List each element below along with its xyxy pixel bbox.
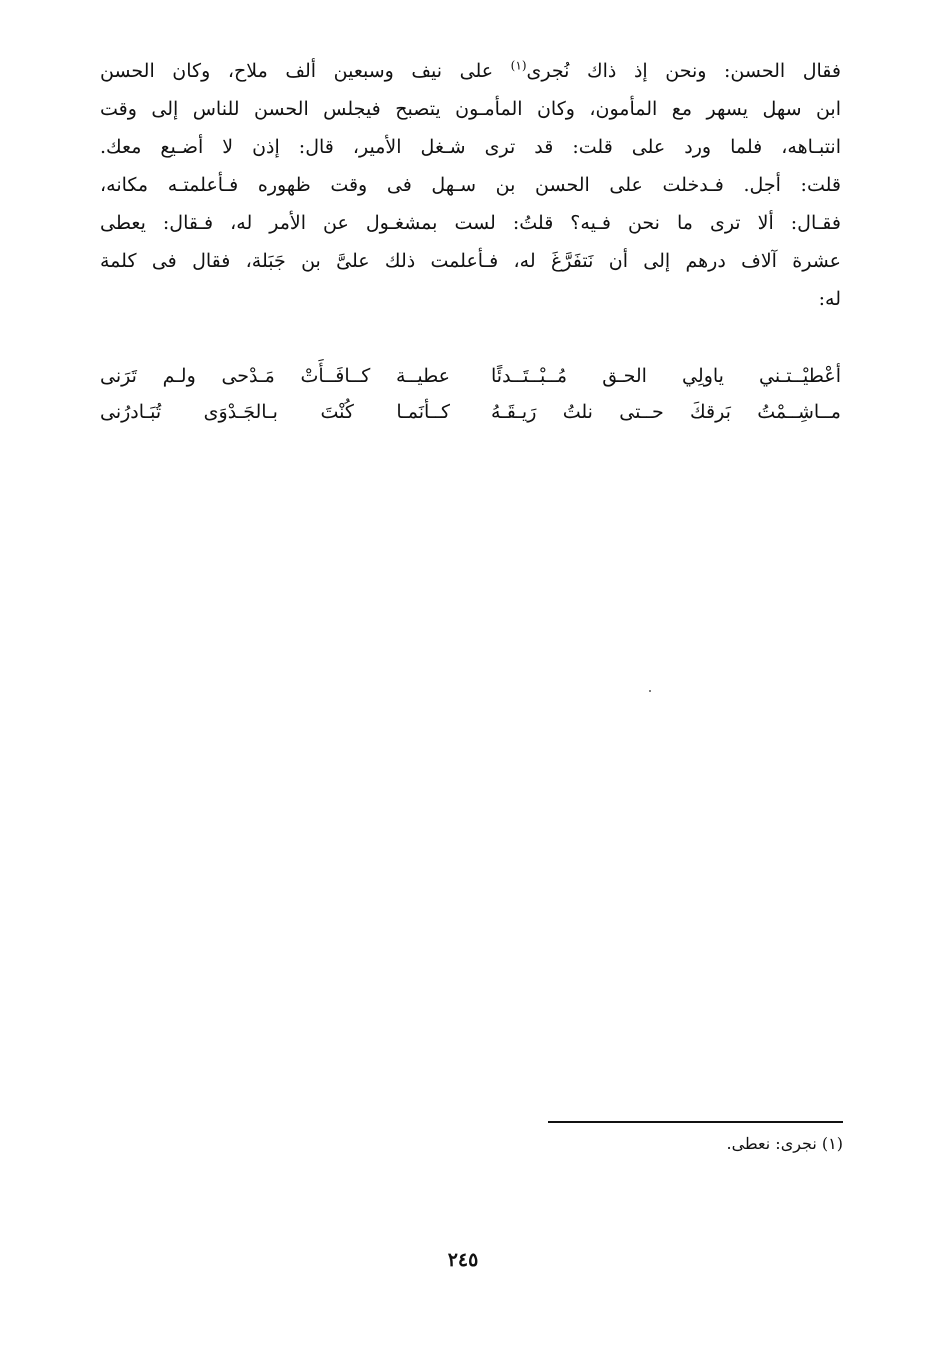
- prose-line-1: [100, 52, 841, 90]
- poem-block: [100, 358, 841, 430]
- prose-line-1-end: على نيف وسبعين ألف ملاح، وكان الحسن: [100, 60, 511, 82]
- verse-1-first-hemistich: أعْطيْــتـني ياولِي الحـق مُــبْــتَــدئًا: [491, 365, 841, 387]
- prose-line-2: ابن سهل يسهر مع المأمون، وكان المأمـون يتصبح فيجلس الحسن للناس إلى وقت: [100, 98, 841, 120]
- poem-verse-1: [100, 358, 841, 394]
- poem-verse-2: [100, 394, 841, 430]
- paper-speck: [649, 690, 651, 692]
- prose-line-3: انتبـاهه، فلما ورد على قلت: قد ترى شـغل الأمير، قال: إذن لا أضـيع معك.: [100, 136, 841, 158]
- prose-block: [100, 52, 841, 318]
- footnote-marker: (١): [510, 58, 527, 73]
- verse-2-second-hemistich: كــأنَمـا كُنْتَ بـالجَـدْوَى تُبَـادرُنى: [100, 401, 450, 423]
- footnote: (١) نجرى: نعطى.: [726, 1134, 843, 1153]
- page-number: ٢٤٥: [447, 1249, 479, 1271]
- verse-1-second-hemistich: عطيــة كــافَــأَتْ مَـدْحى ولـم تَرَنى: [100, 365, 450, 387]
- footnote-divider: [548, 1121, 843, 1123]
- prose-line-6: عشرة آلاف درهم إلى أن نَتفَرَّغَ له، فـأعلمت ذلك علىَّ بن جَبَلة، فقال فى كلمة: [100, 250, 841, 272]
- prose-line-5: فقـال: ألا ترى ما نحن فـيه؟ قلتُ: لست بمشغـول عن الأمر له، فـقال: يعطى: [100, 212, 841, 234]
- prose-line-7: له:: [818, 288, 841, 310]
- prose-line-1-start: فقال الحسن: ونحن إذ ذاك نُجرى: [526, 60, 841, 82]
- verse-2-first-hemistich: مــاشِــمْتُ بَرقكَ حــتى نلتُ رَيـقَـهُ: [491, 401, 841, 423]
- prose-line-4: قلت: أجل. فـدخلت على الحسن بن سـهل فى وقت ظهوره فـأعلمتـه مكانه،: [100, 174, 841, 196]
